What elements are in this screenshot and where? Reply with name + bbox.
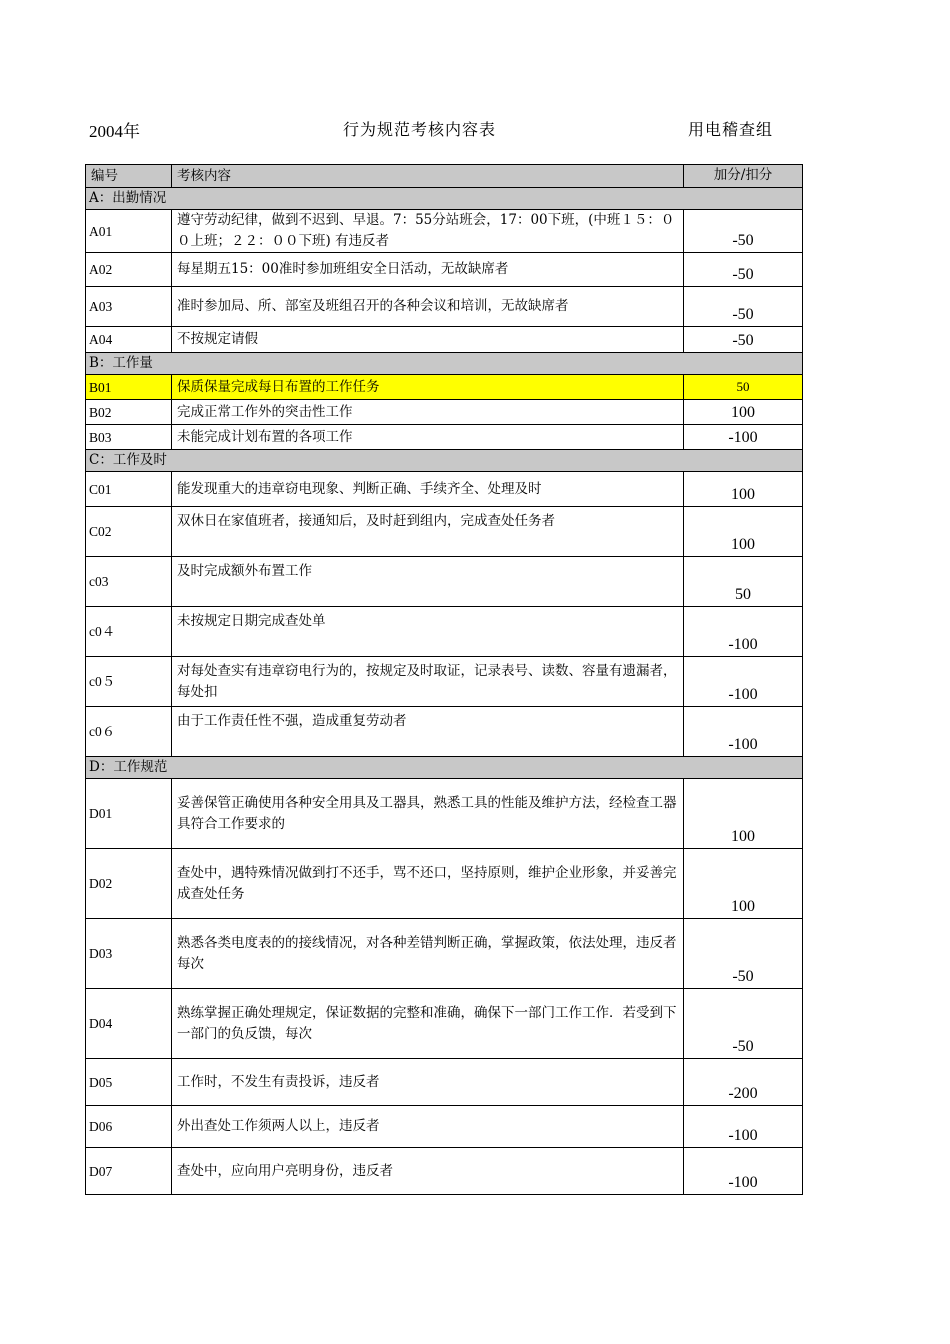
row-content: 熟练掌握正确处理规定，保证数据的完整和准确，确保下一部门工作工作．若受到下一部门的负反馈，每次 [172,989,684,1059]
row-code: c0６ [86,707,172,757]
row-score: -100 [684,657,803,707]
row-code: A02 [86,253,172,287]
row-content: 由于工作责任性不强，造成重复劳动者 [172,707,684,757]
table-row [86,375,803,400]
table-row [86,425,803,450]
row-score: 100 [684,472,803,507]
row-code: D07 [86,1148,172,1195]
assessment-table-body [86,165,803,1195]
row-score: 50 [684,557,803,607]
row-score: -100 [684,1148,803,1195]
section-label: B：工作量 [86,353,803,375]
row-code: A03 [86,287,172,327]
row-score: 100 [684,507,803,557]
row-score: -100 [684,707,803,757]
row-content: 遵守劳动纪律，做到不迟到、早退。7：55分站班会，17：00下班，(中班１５：００上班；２２：００下班) 有违反者 [172,210,684,253]
section-label: A：出勤情况 [86,188,803,210]
row-code: C01 [86,472,172,507]
row-score: -100 [684,607,803,657]
row-score: -50 [684,210,803,253]
row-content: 未按规定日期完成查处单 [172,607,684,657]
row-code: C02 [86,507,172,557]
column-header-code: 编号 [86,165,172,188]
assessment-table [85,164,803,1195]
row-score: 100 [684,849,803,919]
row-content: 查处中，应向用户亮明身份，违反者 [172,1148,684,1195]
row-content: 妥善保管正确使用各种安全用具及工器具，熟悉工具的性能及维护方法，经检查工器具符合工作要求的 [172,779,684,849]
table-row [86,989,803,1059]
section-row [86,188,803,210]
row-score: -50 [684,919,803,989]
column-header-content: 考核内容 [172,165,684,188]
row-content: 未能完成计划布置的各项工作 [172,425,684,450]
row-code: D06 [86,1106,172,1148]
header-year: 2004年 [89,122,140,141]
table-row [86,472,803,507]
row-score: -50 [684,327,803,353]
row-content: 查处中，遇特殊情况做到打不还手，骂不还口，坚持原则，维护企业形象，并妥善完成查处任务 [172,849,684,919]
row-score: -200 [684,1059,803,1106]
row-content: 准时参加局、所、部室及班组召开的各种会议和培训，无故缺席者 [172,287,684,327]
row-content: 外出查处工作须两人以上，违反者 [172,1106,684,1148]
row-content: 熟悉各类电度表的的接线情况，对各种差错判断正确，掌握政策，依法处理，违反者每次 [172,919,684,989]
row-content: 每星期五15：00准时参加班组安全日活动，无故缺席者 [172,253,684,287]
row-content: 完成正常工作外的突击性工作 [172,400,684,425]
column-header-score: 加分/扣分 [684,165,803,188]
table-row [86,210,803,253]
table-row [86,287,803,327]
row-code: A04 [86,327,172,353]
section-label: D：工作规范 [86,757,803,779]
table-row [86,849,803,919]
table-row [86,1059,803,1106]
row-code: D03 [86,919,172,989]
row-code: c0５ [86,657,172,707]
table-header-row [86,165,803,188]
row-code: B01 [86,375,172,400]
row-score: -50 [684,287,803,327]
table-row [86,919,803,989]
section-row [86,450,803,472]
row-code: D02 [86,849,172,919]
row-content: 不按规定请假 [172,327,684,353]
section-label: C：工作及时 [86,450,803,472]
row-code: A01 [86,210,172,253]
row-content: 保质保量完成每日布置的工作任务 [172,375,684,400]
table-row [86,657,803,707]
row-score: -100 [684,1106,803,1148]
header-group: 用电稽查组 [688,120,774,139]
row-score: 100 [684,400,803,425]
table-row [86,507,803,557]
table-row [86,1106,803,1148]
row-code: D04 [86,989,172,1059]
table-row [86,327,803,353]
row-content: 对每处查实有违章窃电行为的，按规定及时取证，记录表号、读数、容量有遗漏者，每处扣 [172,657,684,707]
row-content: 双休日在家值班者，接通知后，及时赶到组内，完成查处任务者 [172,507,684,557]
table-row [86,707,803,757]
row-code: B02 [86,400,172,425]
row-code: c03 [86,557,172,607]
row-code: D05 [86,1059,172,1106]
row-code: B03 [86,425,172,450]
row-score: 50 [684,375,803,400]
row-score: -100 [684,425,803,450]
section-row [86,353,803,375]
row-content: 能发现重大的违章窃电现象、判断正确、手续齐全、处理及时 [172,472,684,507]
table-row [86,253,803,287]
table-row [86,400,803,425]
row-score: 100 [684,779,803,849]
row-code: c0４ [86,607,172,657]
table-row [86,1148,803,1195]
page-title: 行为规范考核内容表 [343,120,497,139]
table-row [86,779,803,849]
row-content: 工作时，不发生有责投诉，违反者 [172,1059,684,1106]
row-code: D01 [86,779,172,849]
row-score: -50 [684,989,803,1059]
row-content: 及时完成额外布置工作 [172,557,684,607]
row-score: -50 [684,253,803,287]
table-row [86,557,803,607]
table-row [86,607,803,657]
section-row [86,757,803,779]
